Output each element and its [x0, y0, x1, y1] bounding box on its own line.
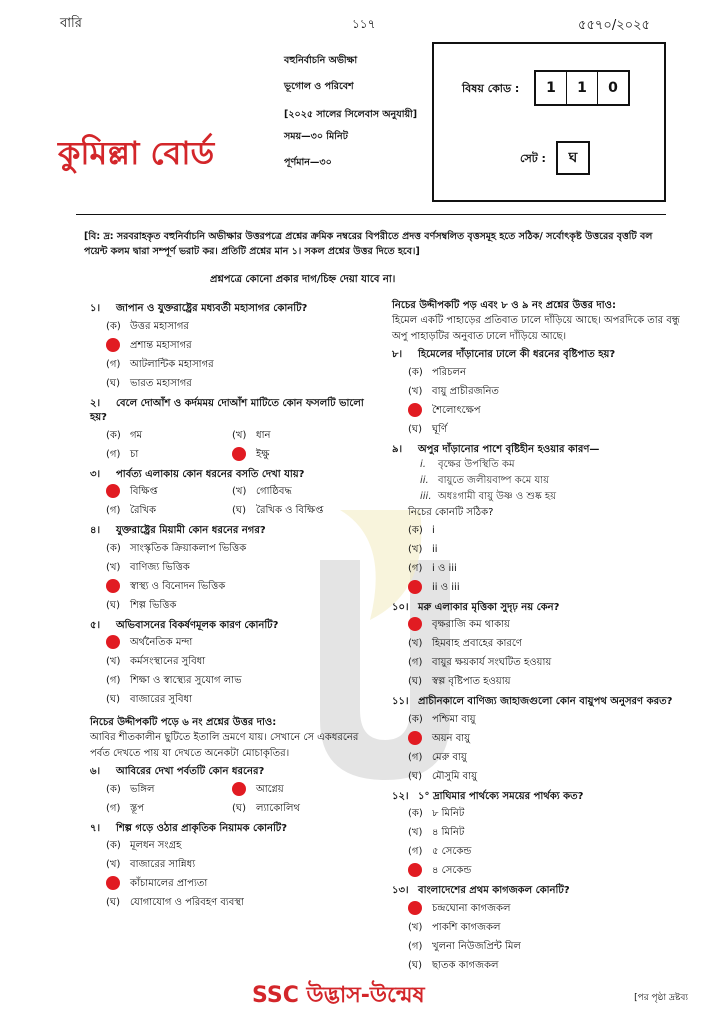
question-number: ৩। — [90, 468, 101, 480]
option-text: অয়ন বায়ু — [432, 732, 471, 744]
option-letter: (গ) — [408, 846, 423, 857]
option-text: ভঙ্গিল — [130, 783, 155, 795]
question-text — [392, 884, 692, 899]
option-letter: (খ) — [106, 859, 121, 870]
option-text: ল্যাকোলিথ — [256, 802, 300, 814]
question-text — [392, 348, 692, 363]
filled-answer-bubble — [106, 876, 120, 890]
question-number: ৪। — [90, 525, 101, 536]
option-text: গম — [130, 429, 143, 441]
stimulus-text: হিমেল একটি পাহাড়ের প্রতিবাত ঢালে দাঁড়িয়ে আছে। অপরদিকে তার বন্ধু অপু পাহাড়টির অনুবাত ঢালে দাঁড়িয়ে আছে। — [392, 315, 680, 342]
answer-option — [90, 652, 380, 671]
question-number: ১৩। — [392, 885, 409, 896]
statement-text: বায়ুতে জলীয়বাষ্প কমে যায় — [438, 475, 550, 486]
option-letter: (খ) — [232, 429, 247, 441]
question-text — [90, 397, 380, 426]
answer-option — [90, 893, 380, 912]
subject-code-digit: 1 — [567, 72, 598, 104]
option-text: বাণিজ্য ভিত্তিক — [130, 561, 190, 573]
question-stem: ১° দ্রাঘিমার পার্থক্যে সময়ের পার্থক্য কত? — [418, 790, 584, 802]
answer-option — [90, 426, 216, 445]
option-text: ৪ সেকেন্ড — [432, 865, 472, 876]
option-row — [90, 445, 380, 464]
option-text: খুলনা নিউজপ্রিন্ট মিল — [432, 940, 521, 952]
stimulus-intro: নিচের উদ্দীপকটি পড় এবং ৮ ও ৯ নং প্রশ্নের উত্তর দাও: — [392, 300, 616, 311]
option-text: প্রশান্ত মহাসাগর — [130, 339, 192, 351]
option-letter: (ক) — [408, 713, 423, 725]
filled-answer-bubble — [106, 635, 120, 649]
next-page-note: [পর পৃষ্ঠা দ্রষ্টব্য — [634, 993, 688, 1003]
answer-option — [90, 836, 380, 855]
full-marks: পূর্ণমান—৩০ — [284, 157, 332, 168]
option-row — [90, 501, 380, 520]
option-text: মূলধন সংগ্রহ — [130, 840, 182, 851]
answer-option — [392, 842, 692, 861]
subject-name: ভূগোল ও পরিবেশ — [284, 81, 354, 92]
question-stem: অপুর দাঁড়ানোর পাশে বৃষ্টিহীন হওয়ার কারণ— — [418, 443, 600, 455]
answer-option — [216, 780, 342, 799]
answer-option — [90, 374, 380, 393]
statement-roman: i. — [420, 459, 426, 470]
answer-option — [392, 823, 692, 842]
question-block — [90, 302, 380, 393]
question-number: ৬। — [90, 766, 101, 777]
option-letter: (গ) — [106, 358, 121, 370]
question-text — [90, 302, 380, 317]
option-text: ভারত মহাসাগর — [130, 377, 192, 389]
answer-option — [90, 355, 380, 374]
filled-answer-bubble — [106, 579, 120, 593]
statement-item — [420, 489, 692, 505]
option-letter: (খ) — [106, 656, 121, 667]
option-text: পাকশি কাগজকল — [432, 921, 501, 933]
option-letter: (গ) — [408, 657, 423, 668]
question-block — [392, 884, 692, 975]
question-number: ২। — [90, 397, 101, 409]
answer-option — [90, 577, 380, 596]
subject-code-digit: 0 — [608, 80, 618, 96]
board-name: কুমিল্লা বোর্ড — [58, 134, 215, 172]
option-text: সাংস্কৃতিক ক্রিয়াকলাপ ভিত্তিক — [130, 542, 247, 554]
option-text: শিল্প ভিত্তিক — [130, 599, 177, 611]
question-number: ৮। — [392, 349, 403, 360]
option-text: ধান — [256, 429, 271, 441]
option-text: শিক্ষা ও স্বাস্থ্যের সুযোগ লাভ — [130, 675, 242, 686]
page-code: ১১৭ — [352, 17, 376, 31]
answer-option — [216, 501, 342, 520]
filled-answer-bubble — [408, 617, 422, 631]
which-correct-prompt: নিচের কোনটি সঠিক? — [408, 507, 494, 518]
option-letter: (ক) — [106, 783, 121, 795]
divider — [76, 214, 666, 215]
option-text: আটলান্টিক মহাসাগর — [130, 358, 214, 370]
option-letter: (ঘ) — [106, 377, 120, 389]
right-column — [392, 298, 692, 975]
exam-type: বহুনির্বাচনি অভীক্ষা — [284, 55, 358, 66]
statement-item — [420, 473, 692, 489]
question-stem: আবিরের দেখা পর্বতটি কোন ধরনের? — [116, 766, 265, 777]
question-number: ১২। — [392, 790, 409, 802]
filled-answer-bubble — [408, 731, 422, 745]
option-text: পশ্চিমা বায়ু — [432, 713, 476, 725]
option-text: চা — [130, 448, 139, 460]
option-text: বায়ু প্রাচীরজনিত — [432, 385, 499, 397]
option-letter: (ঘ) — [408, 770, 422, 782]
answer-option — [216, 799, 342, 818]
option-row — [90, 780, 380, 799]
option-letter: (গ) — [408, 562, 423, 574]
exam-time: সময়—৩০ মিনিট — [284, 131, 348, 142]
answer-option — [392, 729, 692, 748]
question-block — [392, 695, 692, 786]
answer-option — [392, 615, 692, 634]
option-text: i ও iii — [432, 562, 457, 574]
option-letter: (ঘ) — [232, 802, 246, 814]
answer-option — [392, 918, 692, 937]
question-block — [392, 790, 692, 881]
answer-option — [90, 671, 380, 690]
option-letter: (ঘ) — [408, 959, 422, 971]
answer-option — [90, 874, 380, 893]
option-letter: (খ) — [408, 921, 423, 933]
subject-code-boxes — [534, 70, 630, 106]
option-text: ছাতক কাগজকল — [432, 959, 499, 971]
option-text: ৪ মিনিট — [432, 827, 465, 838]
subject-code-label: বিষয় কোড : — [462, 82, 520, 95]
question-stem: প্রাচীনকালে বাণিজ্য জাহাজগুলো কোন বায়ুপথ অনুসরণ করত? — [418, 696, 673, 707]
option-letter: (ক) — [106, 840, 121, 851]
option-letter: (ক) — [106, 320, 121, 332]
option-letter: (গ) — [408, 940, 423, 952]
filled-answer-bubble — [232, 447, 246, 461]
top-left-tag: বারি — [60, 16, 82, 31]
answer-option — [90, 596, 380, 615]
question-number: ৭। — [90, 822, 101, 834]
answer-option — [392, 937, 692, 956]
filled-answer-bubble — [106, 484, 120, 498]
question-number: ৫। — [90, 619, 101, 631]
option-text: ii — [432, 543, 438, 555]
answer-option — [216, 426, 342, 445]
filled-answer-bubble — [106, 338, 120, 352]
option-letter: (ক) — [408, 524, 423, 536]
question-stem: যুক্তরাষ্ট্রের মিয়ামী কোন ধরনের নগর? — [116, 525, 266, 536]
option-letter: (ক) — [106, 542, 121, 554]
instruction-note: [বি: দ্র: সরবরাহকৃত বহুনির্বাচনি অভীক্ষার উত্তরপত্রে প্রশ্নের ক্রমিক নম্বরের বিপরীতে প্রদত্ত বর্ণসম্বলিত বৃত্তসমূহ হতে সঠিক/ সর্বোৎকৃষ্ট উত্তরের বৃত্তটি বল পয়েন্ট কলম দ্বারা সম্পূর্ণ ভরাট কর। প্রতিটি প্রশ্নের মান ১। সকল প্রশ্নের উত্তর দিতে হবে।] — [84, 231, 653, 257]
question-text — [392, 601, 692, 616]
stimulus-text: আবির শীতকালীন ছুটিতে ইতালি ভ্রমণে যায়। সেখানে সে একধরনের পর্বত দেখতে পায় যা দেখতে অনেকটা মোচাকৃতির। — [90, 732, 359, 759]
statement-item — [420, 457, 692, 473]
option-text: যোগাযোগ ও পরিবহণ ব্যবস্থা — [130, 897, 244, 908]
answer-option — [392, 956, 692, 975]
statement-roman: iii. — [420, 491, 432, 502]
answer-option — [392, 634, 692, 653]
question-stem: বাংলাদেশের প্রথম কাগজকল কোনটি? — [418, 885, 570, 896]
filled-answer-bubble — [408, 403, 422, 417]
answer-option — [90, 482, 216, 501]
question-text — [90, 468, 380, 483]
option-row — [90, 799, 380, 818]
answer-option — [392, 559, 692, 578]
option-text: ইক্ষু — [256, 448, 270, 460]
answer-option — [392, 767, 692, 786]
statement-list — [392, 457, 692, 505]
option-text: হিমবাহ প্রবাহের কারণে — [432, 638, 522, 649]
answer-option — [216, 482, 342, 501]
option-letter: (ঘ) — [408, 423, 422, 435]
answer-option — [90, 855, 380, 874]
question-stem: জাপান ও যুক্তরাষ্ট্রের মধ্যবর্তী মহাসাগর কোনটি? — [116, 303, 308, 314]
option-row — [90, 482, 380, 501]
question-stem: হিমেলের দাঁড়ানোর ঢালে কী ধরনের বৃষ্টিপাত হয়? — [418, 349, 616, 360]
question-number: ১০। — [392, 601, 409, 613]
answer-option — [392, 748, 692, 767]
option-text: অর্থনৈতিক মন্দা — [130, 637, 193, 648]
answer-option — [90, 799, 216, 818]
answer-option — [392, 540, 692, 559]
option-text: বায়ুর ক্ষয়কার্য সংঘটিত হওয়ায় — [432, 657, 552, 668]
option-letter: (ঘ) — [106, 599, 120, 611]
question-stem: পার্বত্য এলাকায় কোন ধরনের বসতি দেখা যায়? — [116, 468, 305, 480]
question-stem: বেলে দোআঁশ ও কর্দমময় দোআঁশ মাটিতে কোন ফসলটি ভালো হয়? — [90, 397, 364, 423]
answer-option — [90, 780, 216, 799]
option-letter: (খ) — [408, 543, 423, 555]
option-letter: (ঘ) — [232, 505, 246, 516]
option-text: ii ও iii — [432, 581, 460, 593]
option-text: বৃক্ষরাজি কম থাকায় — [432, 619, 510, 630]
syllabus-note: [২০২৫ সালের সিলেবাস অনুযায়ী] — [284, 109, 418, 120]
statement-roman: ii. — [420, 475, 429, 486]
answer-option — [392, 420, 692, 439]
no-marks-notice: প্রশ্নপত্রে কোনো প্রকার দাগ/চিহ্ন দেয়া যাবে না। — [210, 274, 396, 285]
answer-option — [392, 710, 692, 729]
option-text: ৮ মিনিট — [432, 808, 465, 819]
question-text — [90, 822, 380, 837]
answer-option — [392, 861, 692, 880]
option-text: কর্মসংস্থানের সুবিধা — [130, 656, 206, 667]
answer-option — [392, 382, 692, 401]
option-letter: (গ) — [106, 802, 121, 814]
answer-option — [90, 501, 216, 520]
option-text: রৈখিক ও বিক্ষিপ্ত — [256, 505, 324, 516]
option-letter: (ঘ) — [106, 897, 120, 908]
option-letter: (গ) — [106, 505, 121, 516]
code-set-box — [432, 42, 666, 202]
option-text: স্বাস্থ্য ও বিনোদন ভিত্তিক — [130, 580, 226, 592]
option-text: পরিচলন — [432, 366, 466, 378]
question-block — [90, 619, 380, 710]
option-letter: (খ) — [408, 385, 423, 397]
filled-answer-bubble — [408, 863, 422, 877]
answer-option — [90, 336, 380, 355]
option-text: মেরু বায়ু — [432, 751, 467, 763]
question-number: ১১। — [392, 696, 409, 707]
option-text: বাজারের সুবিধা — [130, 694, 193, 705]
question-text — [392, 443, 692, 458]
answer-option — [392, 521, 692, 540]
question-stem: অভিবাসনের বিকর্ষণমূলক কারণ কোনটি? — [116, 619, 279, 631]
stimulus-intro: নিচের উদ্দীপকটি পড়ে ৬ নং প্রশ্নের উত্তর দাও: — [90, 717, 277, 728]
set-value: ঘ — [556, 141, 590, 175]
answer-option — [90, 317, 380, 336]
answer-option — [392, 899, 692, 918]
option-text: স্তূপ — [130, 802, 144, 814]
question-block — [392, 348, 692, 439]
filled-answer-bubble — [408, 901, 422, 915]
answer-option — [392, 578, 692, 597]
question-stem: মরু এলাকার মৃত্তিকা সুদৃঢ় নয় কেন? — [418, 601, 560, 613]
answer-option — [90, 633, 380, 652]
question-block — [90, 765, 380, 818]
question-text — [90, 524, 380, 539]
subject-code-digit: 1 — [536, 72, 567, 104]
left-column — [90, 298, 380, 912]
answer-option — [90, 445, 216, 464]
question-text — [90, 619, 380, 634]
option-text: চন্দ্রঘোনা কাগজকল — [432, 902, 511, 914]
option-letter: (খ) — [106, 561, 121, 573]
option-text: শৈলোৎক্ষেপ — [432, 404, 481, 416]
option-text: মৌসুমি বায়ু — [432, 770, 478, 782]
option-letter: (গ) — [408, 751, 423, 763]
option-text: ৫ সেকেন্ড — [432, 846, 472, 857]
option-text: উত্তর মহাসাগর — [130, 320, 189, 332]
filled-answer-bubble — [408, 580, 422, 594]
statement-text: বৃক্ষের উপস্থিতি কম — [438, 459, 515, 470]
option-letter: (ক) — [106, 429, 121, 441]
option-text: বাজারের সান্নিধ্য — [130, 859, 196, 870]
option-letter: (ঘ) — [106, 694, 120, 705]
filled-answer-bubble — [232, 782, 246, 796]
question-block — [90, 397, 380, 464]
option-letter: (ঘ) — [408, 676, 422, 687]
option-text: স্বল্প বৃষ্টিপাত হওয়ায় — [432, 676, 511, 687]
answer-option — [392, 804, 692, 823]
question-block — [90, 468, 380, 521]
option-letter: (খ) — [408, 827, 423, 838]
question-text — [392, 695, 692, 710]
question-number: ৯। — [392, 443, 403, 455]
option-row — [90, 426, 380, 445]
answer-option — [90, 558, 380, 577]
answer-option — [392, 653, 692, 672]
option-letter: (খ) — [232, 486, 247, 497]
question-number: ৫৫৭০/২০২৫ — [578, 18, 650, 33]
question-text — [90, 765, 380, 780]
question-text — [392, 790, 692, 805]
answer-option — [216, 445, 342, 464]
set-label: সেট : — [520, 152, 546, 165]
question-number: ১। — [90, 303, 101, 314]
answer-option — [90, 539, 380, 558]
option-text: i — [432, 524, 435, 536]
answer-option — [392, 672, 692, 691]
option-text: কাঁচামালের প্রাপ্যতা — [130, 878, 208, 889]
option-letter: (ক) — [408, 366, 423, 378]
option-text: রৈখিক — [130, 505, 156, 516]
option-letter: (খ) — [408, 638, 423, 649]
option-letter: (গ) — [106, 675, 121, 686]
question-block — [90, 822, 380, 913]
question-stem: শিল্প গড়ে ওঠার প্রাকৃতিক নিয়ামক কোনটি? — [116, 822, 288, 834]
answer-option — [392, 401, 692, 420]
question-block — [90, 524, 380, 615]
option-text: গোষ্ঠিবদ্ধ — [256, 486, 292, 497]
answer-option — [90, 690, 380, 709]
option-text: ঘূর্ণি — [432, 423, 448, 435]
option-letter: (ক) — [408, 808, 423, 819]
statement-text: অধঃগামী বায়ু উষ্ণ ও শুষ্ক হয় — [438, 491, 556, 502]
option-letter: (গ) — [106, 448, 121, 460]
question-block — [392, 601, 692, 692]
answer-option — [392, 363, 692, 382]
option-text: আগ্নেয় — [256, 783, 284, 795]
footer-brand: SSC উদ্ভাস-উন্মেষ — [252, 983, 425, 1008]
question-block — [392, 443, 692, 597]
option-text: বিক্ষিপ্ত — [130, 486, 158, 497]
